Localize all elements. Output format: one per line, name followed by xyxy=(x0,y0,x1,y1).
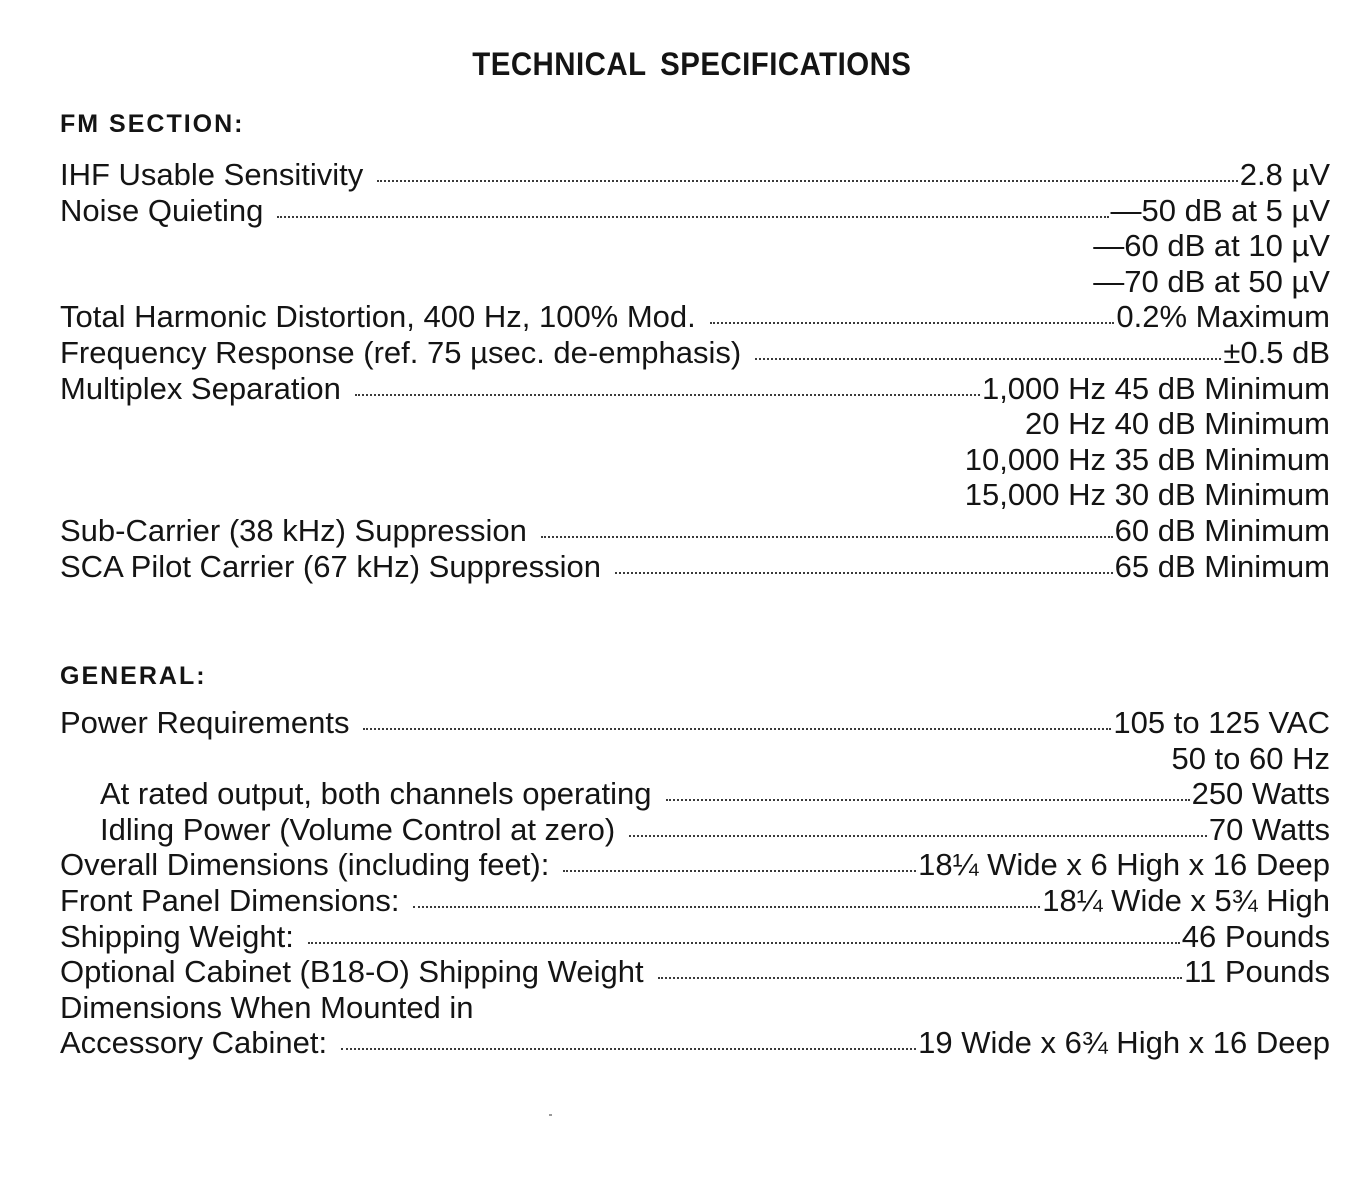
spec-row xyxy=(60,990,1330,1026)
dot-leader xyxy=(355,394,980,396)
dot-leader xyxy=(413,906,1040,908)
spec-label: Front Panel Dimensions: xyxy=(60,882,400,918)
spec-row xyxy=(60,954,1330,990)
spec-value: 250 Watts xyxy=(1191,776,1330,812)
dot-leader xyxy=(755,358,1221,360)
spec-row xyxy=(60,776,1330,812)
dot-leader xyxy=(308,942,1180,944)
spec-label: Frequency Response (ref. 75 µsec. de-emphasis) xyxy=(60,334,742,370)
spec-row xyxy=(60,299,1330,335)
spec-row xyxy=(60,264,1330,300)
spec-label: Overall Dimensions (including feet): xyxy=(60,847,550,883)
fm-spec-list xyxy=(60,157,1330,584)
spec-label: Accessory Cabinet: xyxy=(60,1025,328,1061)
spec-row xyxy=(60,406,1330,442)
spec-value: 18¼ Wide x 5¾ High xyxy=(1042,882,1330,918)
spec-value: 19 Wide x 6¾ High x 16 Deep xyxy=(918,1025,1330,1061)
spec-value: 50 to 60 Hz xyxy=(1171,740,1330,776)
dot-leader xyxy=(563,870,916,872)
spec-value: 70 Watts xyxy=(1208,811,1330,847)
spec-row xyxy=(60,513,1330,549)
spec-label: At rated output, both channels operating xyxy=(100,776,652,812)
dot-leader xyxy=(277,216,1108,218)
spec-label: Sub-Carrier (38 kHz) Suppression xyxy=(60,512,527,548)
spec-value: —50 dB at 5 µV xyxy=(1110,192,1330,228)
spec-value: 2.8 µV xyxy=(1239,157,1330,192)
spec-row xyxy=(60,705,1330,741)
spec-row xyxy=(60,335,1330,371)
general-spec-list xyxy=(60,705,1330,1061)
spec-row xyxy=(60,371,1330,407)
spec-value: 11 Pounds xyxy=(1184,954,1330,990)
spec-row xyxy=(60,549,1330,585)
spec-label: Multiplex Separation xyxy=(60,370,341,406)
dot-leader xyxy=(363,728,1111,730)
spec-value: 60 dB Minimum xyxy=(1114,512,1330,548)
spec-value: 1,000 Hz 45 dB Minimum xyxy=(981,370,1330,406)
dot-leader xyxy=(541,536,1113,538)
spec-label: Total Harmonic Distortion, 400 Hz, 100% Mod. xyxy=(60,299,696,335)
spec-label: Dimensions When Mounted in xyxy=(60,989,474,1025)
dot-leader xyxy=(377,180,1238,182)
spec-row xyxy=(60,741,1330,777)
dot-leader xyxy=(615,572,1113,574)
dot-leader xyxy=(658,977,1182,979)
spec-label: Noise Quieting xyxy=(60,192,264,228)
spec-label: IHF Usable Sensitivity xyxy=(60,157,364,192)
spec-row xyxy=(60,847,1330,883)
spec-value: 105 to 125 VAC xyxy=(1113,705,1330,740)
spec-label: Optional Cabinet (B18-O) Shipping Weight xyxy=(60,954,644,990)
spec-value: 20 Hz 40 dB Minimum xyxy=(1025,406,1330,442)
spec-label: Shipping Weight: xyxy=(60,918,294,954)
spec-value: 65 dB Minimum xyxy=(1114,548,1330,584)
dot-leader xyxy=(666,799,1190,801)
spec-row xyxy=(60,193,1330,229)
spec-value: 18¼ Wide x 6 High x 16 Deep xyxy=(918,847,1330,883)
dot-leader xyxy=(710,322,1115,324)
spec-row xyxy=(60,919,1330,955)
spec-row xyxy=(60,883,1330,919)
spec-row xyxy=(60,477,1330,513)
spec-label: Power Requirements xyxy=(60,705,350,740)
page-title: TECHNICAL SPECIFICATIONS xyxy=(472,46,912,82)
general-section-heading: GENERAL: xyxy=(60,662,207,690)
spec-value: 10,000 Hz 35 dB Minimum xyxy=(964,441,1330,477)
dot-leader xyxy=(341,1048,916,1050)
spec-row xyxy=(60,812,1330,848)
spec-value: —60 dB at 10 µV xyxy=(1093,228,1330,264)
spec-value: 46 Pounds xyxy=(1181,918,1330,954)
spec-row xyxy=(60,1025,1330,1061)
spec-value: ±0.5 dB xyxy=(1223,334,1330,370)
spec-label: Idling Power (Volume Control at zero) xyxy=(100,811,616,847)
spec-value: 0.2% Maximum xyxy=(1116,299,1330,335)
spec-row xyxy=(60,157,1330,193)
spec-label: SCA Pilot Carrier (67 kHz) Suppression xyxy=(60,548,601,584)
fm-section-heading: FM SECTION: xyxy=(60,110,245,138)
spec-row xyxy=(60,442,1330,478)
spec-value: 15,000 Hz 30 dB Minimum xyxy=(964,477,1330,513)
spec-row xyxy=(60,228,1330,264)
spec-value: —70 dB at 50 µV xyxy=(1093,263,1330,299)
dot-leader xyxy=(629,835,1207,837)
print-speck xyxy=(549,1114,552,1116)
